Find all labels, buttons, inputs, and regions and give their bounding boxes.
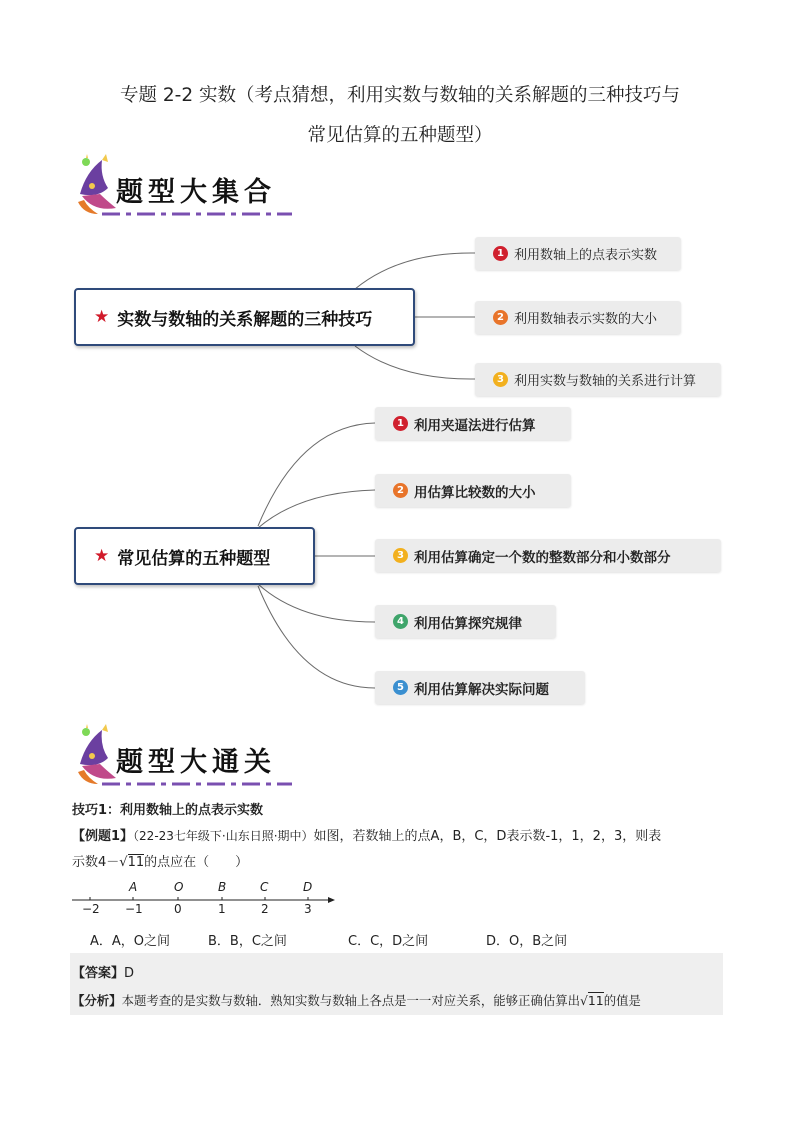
- option-d: D．O，B之间: [486, 934, 568, 949]
- item-label: 利用估算确定一个数的整数部分和小数部分: [414, 549, 671, 566]
- point-label-c: C: [260, 880, 269, 894]
- radicand: 11: [127, 855, 145, 870]
- point-label-o: O: [174, 880, 184, 894]
- radicand: 11: [587, 993, 604, 1008]
- number-badge-icon: 1: [493, 246, 508, 261]
- point-label-a: A: [129, 880, 138, 894]
- banner-title: 题型大通关: [116, 747, 276, 778]
- point-label-b: B: [218, 880, 227, 894]
- doc-title-line-1: 专题 2-2 实数（考点猜想，利用实数与数轴的关系解题的三种技巧与: [120, 85, 680, 106]
- option-c: C．C，D之间: [348, 934, 429, 949]
- number-badge-icon: 3: [393, 548, 408, 563]
- banner-underline: [102, 210, 292, 218]
- analysis-line: [72, 991, 641, 1009]
- item-label: 利用数轴表示实数的大小: [514, 312, 658, 327]
- analysis-text: 本题考查的是实数与数轴．熟知实数与数轴上各点是一一对应关系，能够正确估算出: [121, 993, 581, 1008]
- star-icon: ★: [94, 307, 110, 327]
- mindmap-item-1-3: [475, 363, 721, 396]
- mindmap-item-2-2: [375, 474, 571, 507]
- answer-value: D: [124, 966, 135, 981]
- mindmap-item-2-1: [375, 407, 571, 440]
- number-badge-icon: 3: [493, 372, 508, 387]
- sqrt-symbol: √: [119, 855, 128, 870]
- tick-label: −1: [125, 902, 143, 916]
- answer-tag: 【答案】: [72, 966, 125, 981]
- analysis-tail: 的值是: [603, 993, 641, 1008]
- skill-heading: 技巧1：利用数轴上的点表示实数: [72, 803, 264, 818]
- mindmap-item-2-5: [375, 671, 585, 704]
- number-badge-icon: 2: [393, 483, 408, 498]
- tick-label: 0: [174, 902, 182, 916]
- number-badge-icon: 5: [393, 680, 408, 695]
- banner-underline: [102, 780, 292, 788]
- item-label: 利用夹逼法进行估算: [414, 417, 536, 434]
- option-a: A．A，O之间: [90, 934, 171, 949]
- mindmap-item-2-4: [375, 605, 556, 638]
- mindmap-item-1-2: [475, 301, 681, 334]
- mindmap-group-estimation: [74, 527, 315, 585]
- group-label: 常见估算的五种题型: [117, 548, 271, 569]
- item-label: 用估算比较数的大小: [414, 484, 536, 501]
- tick-label: 1: [218, 902, 226, 916]
- example-text-prefix: 示数4－: [72, 855, 120, 870]
- sqrt-symbol: √: [580, 993, 588, 1008]
- number-badge-icon: 4: [393, 614, 408, 629]
- example-text-suffix: 的点应在（ ）: [144, 855, 249, 870]
- number-badge-icon: 1: [393, 416, 408, 431]
- example-line-2: [72, 851, 248, 870]
- example-source: （22-23七年级下·山东日照·期中）: [133, 829, 314, 843]
- item-label: 利用实数与数轴的关系进行计算: [514, 374, 697, 389]
- doc-title-line-2: 常见估算的五种题型）: [307, 125, 493, 146]
- number-line: [72, 880, 342, 916]
- item-label: 利用估算解决实际问题: [414, 681, 549, 698]
- analysis-tag: 【分析】: [72, 993, 122, 1008]
- mindmap-item-2-3: [375, 539, 721, 572]
- item-label: 利用数轴上的点表示实数: [514, 248, 658, 263]
- example-line-1: [72, 825, 661, 844]
- number-badge-icon: 2: [493, 310, 508, 325]
- point-label-d: D: [303, 880, 313, 894]
- example-text: 如图，若数轴上的点A，B，C，D表示数-1，1，2，3，则表: [313, 829, 662, 844]
- example-tag: 【例题1】: [72, 829, 134, 844]
- group-label: 实数与数轴的关系解题的三种技巧: [117, 309, 373, 330]
- tick-label: 3: [304, 902, 312, 916]
- tick-label: 2: [261, 902, 269, 916]
- mindmap-item-1-1: [475, 237, 681, 270]
- mindmap-group-real-numbers: [74, 288, 415, 346]
- banner-question-types: [72, 152, 292, 216]
- tick-label: −2: [82, 902, 100, 916]
- star-icon: ★: [94, 546, 110, 566]
- option-b: B．B，C之间: [208, 934, 287, 949]
- banner-question-practice: [72, 722, 292, 786]
- answer-line: [72, 962, 134, 981]
- item-label: 利用估算探究规律: [414, 615, 522, 632]
- banner-title: 题型大集合: [116, 177, 276, 208]
